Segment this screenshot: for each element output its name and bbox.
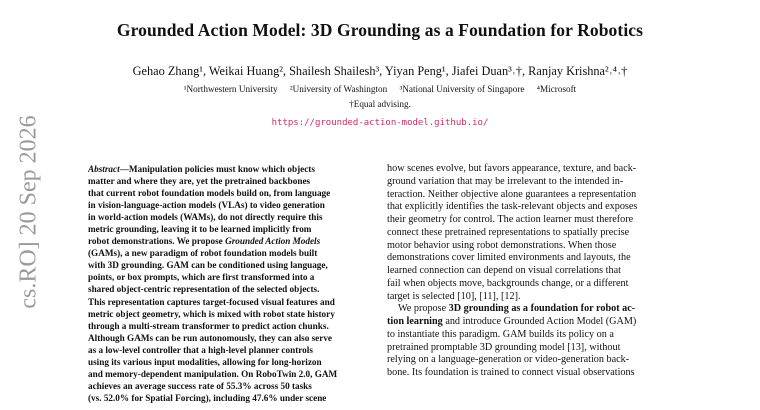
body-line: demonstrations cover limited environments and layouts, the <box>387 252 631 264</box>
body-line: to instantiate this paradigm. GAM builds its policy on a <box>387 328 614 340</box>
author-list: Gehao Zhang¹, Weikai Huang², Shailesh Shailesh³, Yiyan Peng¹, Jiafei Duan³˒†, Ranjay Krishna²˒⁴˒† <box>132 64 628 78</box>
body-line: bone. Its foundation is trained to connect visual observations <box>387 367 635 378</box>
body-line: relying on a language-generation or video-generation back- <box>387 354 630 366</box>
abstract-line: through a multi-stream transformer to predict action chunks. <box>88 320 329 331</box>
abstract-line: Although GAMs can be run autonomously, they can also serve <box>88 332 332 343</box>
affiliation-2: ²University of Washington <box>289 84 388 94</box>
abstract-line: with 3D grounding. GAM can be conditioned using language, <box>88 260 328 271</box>
equal-advising-note: †Equal advising. <box>349 99 411 109</box>
abstract-line: achieves an average success rate of 55.3% across 50 tasks <box>88 380 312 391</box>
body-line: target is selected [10], [11], [12]. <box>387 290 521 302</box>
abstract-line: robot demonstrations. We propose Grounded Action Models <box>88 236 321 247</box>
body-line: that explicitly identifies the task-relevant objects and exposes <box>387 201 638 213</box>
abstract-line: Abstract—Manipulation policies must know which objects <box>88 164 315 174</box>
body-line: fail when objects move, backgrounds change, or a different <box>387 277 629 289</box>
abstract-line: matter and where they are, yet the pretrained backbones <box>88 176 311 187</box>
abstract-line: points, or box prompts, which are first transformed into a <box>88 272 315 283</box>
project-url-link[interactable]: https://grounded-action-model.github.io/ <box>271 118 489 128</box>
abstract-line: that current robot foundation models build on, from language <box>88 188 331 199</box>
affiliation-4: ⁴Microsoft <box>536 84 577 94</box>
abstract-line: using its various input modalities, allowing for long-horizon <box>88 356 322 367</box>
gam-term: Grounded Action Models <box>225 236 321 247</box>
affiliation-3: ³National University of Singapore <box>399 84 525 94</box>
body-line: ground variation that may be irrelevant to the intended in- <box>387 175 624 187</box>
affiliations <box>0 84 760 94</box>
body-line: how scenes evolve, but favors appearance, texture, and back- <box>387 163 637 174</box>
body-line: motor behavior using robot demonstrations. When those <box>387 239 617 251</box>
body-line: We propose 3D grounding as a foundation for robot ac- <box>398 303 636 315</box>
body-column <box>387 163 674 410</box>
body-line: teraction. Neither objective alone guarantees a representation <box>387 188 637 200</box>
body-line: learned connection can depend on visual correlations that <box>387 265 621 276</box>
abstract-line: as a low-level controller that a high-level planner controls <box>88 344 313 355</box>
abstract-line: in vision-language-action models (VLAs) to video generation <box>88 200 325 211</box>
body-line: tion learning and introduce Grounded Action Model (GAM) <box>387 316 637 327</box>
abstract-label: Abstract <box>88 164 120 174</box>
abstract-line: (vs. 52.0% for Spatial Forcing), including 47.6% under scene <box>88 392 327 403</box>
body-line: connect these pretrained representations to spatially precise <box>387 226 630 238</box>
abstract-line: (GAMs), a new paradigm of robot foundation models built <box>88 248 318 259</box>
arxiv-stamp-text: cs.RO] 20 Sep 2026 <box>15 115 42 309</box>
body-line: pretrained promptable 3D grounding model [13], without <box>387 341 621 353</box>
abstract-column <box>88 163 378 410</box>
abstract-line: shared object-centric representation of the selected objects. <box>88 284 320 295</box>
abstract-line: in world-action models (WAMs), do not directly require this <box>88 212 323 223</box>
abstract-line: This representation captures target-focused visual features and <box>88 296 335 307</box>
abstract-line: metric object geometry, which is mixed with robot state history <box>88 308 335 319</box>
affiliation-1: ¹Northwestern University <box>183 84 278 94</box>
abstract-line: metric grounding, leaving it to be learned implicitly from <box>88 224 312 235</box>
body-line: their geometry for control. The action learner must therefore <box>387 214 634 225</box>
paper-title: Grounded Action Model: 3D Grounding as a Foundation for Robotics <box>116 20 644 40</box>
abstract-line: and memory-dependent manipulation. On RoboTwin 2.0, GAM <box>88 368 338 379</box>
